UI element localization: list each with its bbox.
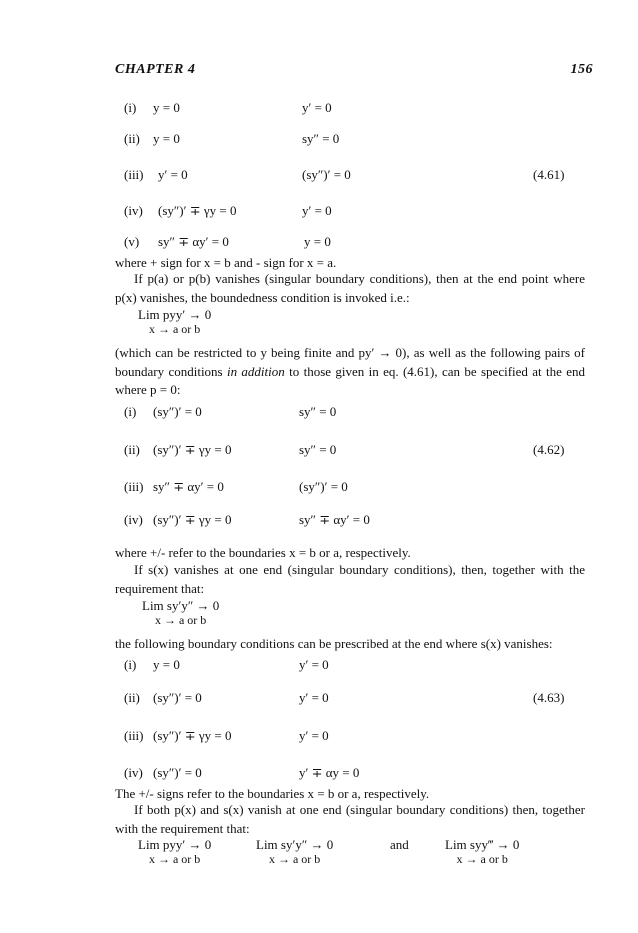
row-label: (ii): [124, 690, 140, 705]
condition-right: y′ ∓ αy = 0: [299, 765, 360, 780]
condition-right: y′ = 0: [302, 203, 332, 218]
condition-left: y = 0: [153, 100, 180, 115]
condition-left: (sy″)′ ∓ γy = 0: [153, 728, 232, 743]
condition-left: (sy″)′ ∓ γy = 0: [153, 442, 232, 457]
condition-right: y = 0: [304, 234, 331, 249]
row-label: (iii): [124, 167, 144, 182]
condition-left: (sy″)′ = 0: [153, 404, 202, 419]
condition-right: (sy″)′ = 0: [299, 479, 348, 494]
paragraph: If s(x) vanishes at one end (singular boundary conditions), then, together with the requirement that:: [115, 562, 585, 596]
condition-right: (sy″)′ = 0: [302, 167, 351, 182]
limit-expression: Lim sy′y″ → 0 x → a or b: [142, 598, 220, 627]
condition-left: sy″ ∓ αy′ = 0: [158, 234, 229, 249]
condition-right: sy″ = 0: [299, 442, 337, 457]
text-line: where + sign for x = b and - sign for x = a.: [115, 255, 337, 270]
row-label: (v): [124, 234, 140, 249]
condition-right: sy″ = 0: [299, 404, 337, 419]
condition-left: (sy″)′ ∓ γy = 0: [158, 203, 237, 218]
row-label: (iv): [124, 765, 143, 780]
condition-right: y′ = 0: [299, 728, 329, 743]
condition-left: (sy″)′ = 0: [153, 690, 202, 705]
row-label: (i): [124, 404, 137, 419]
limit-expression: Lim pyy′ → 0 x → a or b: [138, 307, 212, 336]
condition-right: sy″ = 0: [302, 131, 340, 146]
paragraph: If p(a) or p(b) vanishes (singular boundary conditions), then at the end point where p(x) vanishes, the boundedness condition is invoked i.e.:: [115, 271, 585, 305]
row-label: (i): [124, 100, 137, 115]
row-label: (iii): [124, 479, 144, 494]
row-label: (ii): [124, 442, 140, 457]
paragraph: (which can be restricted to y being finite and py′ → 0), as well as the following pairs of boundary conditions in addition to those given in eq. (4.61), can be specified at the end where p = 0:: [115, 345, 585, 397]
and-word: and: [390, 837, 409, 852]
text-line: where +/- refer to the boundaries x = b or a, respectively.: [115, 545, 411, 560]
condition-left: sy″ ∓ αy′ = 0: [153, 479, 224, 494]
equation-number: (4.63): [533, 690, 565, 705]
text-line: the following boundary conditions can be prescribed at the end where s(x) vanishes:: [115, 636, 553, 651]
condition-right: y′ = 0: [299, 657, 329, 672]
equation-number: (4.62): [533, 442, 565, 457]
limit-expression: Lim sy′y″ → 0 x → a or b: [256, 837, 334, 866]
row-label: (ii): [124, 131, 140, 146]
row-label: (iii): [124, 728, 144, 743]
condition-left: y = 0: [153, 131, 180, 146]
condition-left: y = 0: [153, 657, 180, 672]
equation-number: (4.61): [533, 167, 565, 182]
row-label: (i): [124, 657, 137, 672]
page-number: 156: [570, 62, 593, 77]
limit-expression: Lim syy‴ → 0 x → a or b: [445, 837, 520, 866]
paragraph: If both p(x) and s(x) vanish at one end (singular boundary conditions) then, together with the requirement that:: [115, 802, 585, 836]
condition-left: y′ = 0: [158, 167, 188, 182]
row-label: (iv): [124, 512, 143, 527]
condition-right: y′ = 0: [299, 690, 329, 705]
limit-expression: Lim pyy′ → 0 x → a or b: [138, 837, 212, 866]
condition-right: sy″ ∓ αy′ = 0: [299, 512, 370, 527]
chapter-header: CHAPTER 4: [115, 62, 196, 77]
text-line: The +/- signs refer to the boundaries x = b or a, respectively.: [115, 786, 430, 801]
condition-left: (sy″)′ ∓ γy = 0: [153, 512, 232, 527]
condition-left: (sy″)′ = 0: [153, 765, 202, 780]
condition-right: y′ = 0: [302, 100, 332, 115]
row-label: (iv): [124, 203, 143, 218]
